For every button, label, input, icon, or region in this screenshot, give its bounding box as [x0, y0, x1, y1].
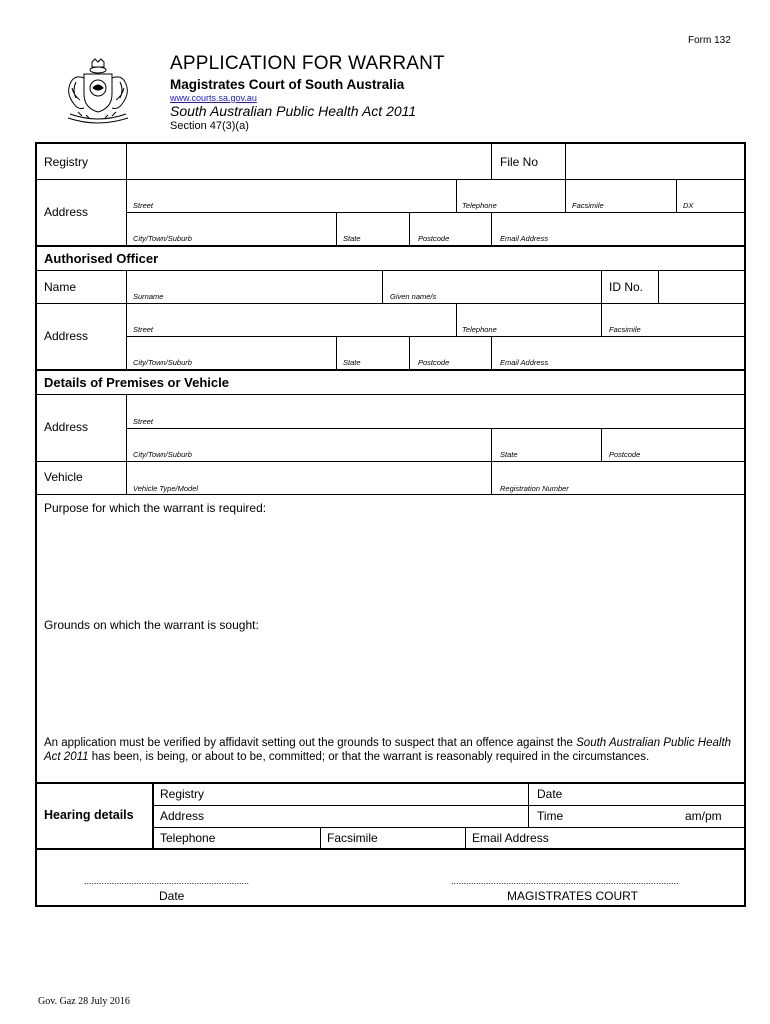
- magistrates-court-label: MAGISTRATES COURT: [507, 889, 638, 903]
- premises-state-caption: State: [500, 450, 518, 459]
- vehicle-type-caption: Vehicle Type/Model: [133, 484, 199, 493]
- coat-of-arms-logo: [62, 58, 134, 126]
- date-signature-line: ..................................................................: [84, 876, 250, 886]
- hearing-telephone-label: Telephone: [160, 831, 216, 845]
- form-number: Form 132: [688, 35, 731, 46]
- officer-state-caption: State: [343, 358, 361, 367]
- registry-postcode-caption: Postcode: [418, 234, 450, 243]
- premises-heading: Details of Premises or Vehicle: [44, 375, 229, 390]
- hearing-email-label: Email Address: [472, 831, 549, 845]
- officer-given-names-caption: Given name/s: [390, 292, 437, 301]
- hearing-time-label: Time: [537, 809, 564, 823]
- officer-address-label: Address: [44, 329, 89, 343]
- registry-city-caption: City/Town/Suburb: [133, 234, 192, 243]
- form-title: APPLICATION FOR WARRANT: [170, 53, 445, 74]
- registry-dx-caption: DX: [683, 201, 694, 210]
- file-no-field[interactable]: [567, 145, 744, 178]
- hearing-address-label: Address: [160, 809, 205, 823]
- premises-address-label: Address: [44, 420, 89, 434]
- vehicle-label: Vehicle: [44, 470, 83, 484]
- registry-label: Registry: [44, 155, 89, 169]
- officer-email-caption: Email Address: [500, 358, 549, 367]
- authorised-officer-heading: Authorised Officer: [44, 251, 159, 266]
- registry-field[interactable]: [128, 145, 490, 178]
- registry-street-caption: Street: [133, 201, 154, 210]
- affidavit-note: An application must be verified by affidavit setting out the grounds to suspect that an offence against the South Australian Public Health Act 2011 has been, is being, or about to be, committed; or that the warrant is reasonably required in the circumstances.: [44, 737, 732, 763]
- hearing-date-label: Date: [537, 787, 563, 801]
- act-section: Section 47(3)(a): [170, 120, 249, 132]
- officer-surname-caption: Surname: [133, 292, 164, 301]
- hearing-details-heading: Hearing details: [44, 808, 134, 822]
- registry-telephone-caption: Telephone: [462, 201, 497, 210]
- court-signature-line: ...........................................................................................: [451, 876, 679, 886]
- hearing-ampm-label: am/pm: [685, 809, 722, 823]
- officer-facsimile-caption: Facsimile: [609, 325, 641, 334]
- purpose-field[interactable]: [40, 516, 740, 616]
- purpose-label: Purpose for which the warrant is required:: [44, 501, 267, 515]
- grounds-field[interactable]: [40, 634, 740, 730]
- registry-state-caption: State: [343, 234, 361, 243]
- hearing-registry-label: Registry: [160, 787, 205, 801]
- act-name: South Australian Public Health Act 2011: [170, 103, 417, 119]
- premises-city-caption: City/Town/Suburb: [133, 450, 192, 459]
- vehicle-registration-caption: Registration Number: [500, 484, 569, 493]
- officer-postcode-caption: Postcode: [418, 358, 450, 367]
- officer-name-label: Name: [44, 280, 77, 294]
- officer-city-caption: City/Town/Suburb: [133, 358, 192, 367]
- signature-date-label: Date: [159, 889, 185, 903]
- hearing-facsimile-label: Facsimile: [327, 831, 378, 845]
- premises-street-caption: Street: [133, 417, 154, 426]
- registry-facsimile-caption: Facsimile: [572, 201, 604, 210]
- gazette-footer: Gov. Gaz 28 July 2016: [38, 996, 130, 1007]
- file-no-label: File No: [500, 155, 539, 169]
- registry-address-label: Address: [44, 205, 89, 219]
- registry-email-caption: Email Address: [500, 234, 549, 243]
- premises-postcode-caption: Postcode: [609, 450, 641, 459]
- officer-telephone-caption: Telephone: [462, 325, 497, 334]
- officer-id-label: ID No.: [609, 280, 644, 294]
- court-website-link[interactable]: www.courts.sa.gov.au: [170, 93, 257, 103]
- officer-street-caption: Street: [133, 325, 154, 334]
- court-name: Magistrates Court of South Australia: [170, 77, 405, 92]
- grounds-label: Grounds on which the warrant is sought:: [44, 618, 259, 632]
